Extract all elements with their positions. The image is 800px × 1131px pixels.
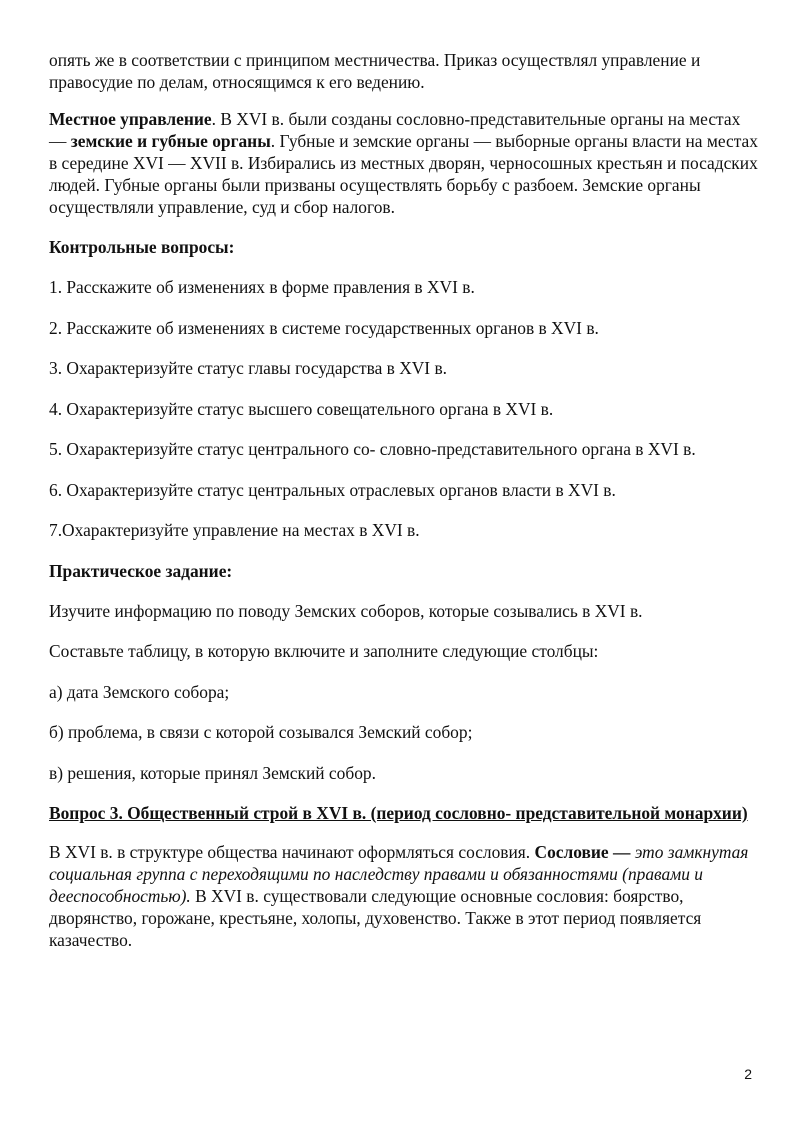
local-government-text-1: . В XVI в. были созданы сословно-представительные органы на местах — xyxy=(49,109,741,151)
practical-task-paragraph: Изучите информацию по поводу Земских соборов, которые созывались в XVI в. xyxy=(49,600,643,621)
local-government-term: Местное управление xyxy=(49,109,212,129)
estates-text-2: В XVI в. существовали следующие основные сословия: боярство, дворянство, горожане, крестьяне, холопы, духовенство. Также в этот период появляется казачество. xyxy=(49,886,702,950)
page-content xyxy=(49,49,761,969)
practical-task-paragraph: а) дата Земского собора; xyxy=(49,681,230,702)
question-3-title: Вопрос 3. Общественный строй в XVI в. (период сословно- представительной монархии) xyxy=(49,803,748,823)
question-item: 2. Расскажите об изменениях в системе государственных органов в XVI в. xyxy=(49,317,599,338)
question-item: 6. Охарактеризуйте статус центральных отраслевых органов власти в XVI в. xyxy=(49,479,616,500)
estates-italic-definition: это замкнутая социальная группа с переходящими по наследству правами и обязанностями (правами и дееспособностью). xyxy=(49,842,749,906)
practical-task-heading: Практическое задание: xyxy=(49,560,233,581)
question-item: 5. Охарактеризуйте статус центрального со- словно-представительного органа в XVI в. xyxy=(49,439,696,459)
control-questions-heading: Контрольные вопросы: xyxy=(49,237,235,257)
question-item: 3. Охарактеризуйте статус главы государства в XVI в. xyxy=(49,358,448,378)
estates-text-1: В XVI в. в структуре общества начинают оформляться сословия. xyxy=(49,842,535,862)
local-government-bold-organs: земские и губные органы xyxy=(70,131,271,151)
paragraph-prikaz-text: опять же в соответствии с принципом местничества. Приказ осуществлял управление и правосудие по делам, относящимся к его ведению. xyxy=(49,50,701,92)
practical-task-paragraph: Составьте таблицу, в которую включите и заполните следующие столбцы: xyxy=(49,641,599,661)
question-item: 1. Расскажите об изменениях в форме правления в XVI в. xyxy=(49,277,475,297)
question-item: 7.Охарактеризуйте управление на местах в XVI в. xyxy=(49,520,420,540)
practical-task-paragraph: б) проблема, в связи с которой созывался Земский собор; xyxy=(49,722,473,742)
question-item: 4. Охарактеризуйте статус высшего совещательного органа в XVI в. xyxy=(49,398,554,419)
estates-bold-term: Сословие — xyxy=(534,842,631,862)
page-number: 2 xyxy=(744,1066,752,1082)
paragraph-prikaz xyxy=(49,49,761,93)
practical-task-paragraph: в) решения, которые принял Земский собор. xyxy=(49,762,376,783)
paragraph-estates xyxy=(49,841,761,951)
local-government-text-2: . Губные и земские органы — выборные органы власти на местах в середине XVI — XVII в. Избирались из местных дворян, черносошных крестьян и посадских людей. Губные органы были призваны осуществлять борьбу с разбоем. Земские органы осуществляли управление, суд и сбор налогов. xyxy=(49,131,758,217)
paragraph-local-government xyxy=(49,108,761,218)
